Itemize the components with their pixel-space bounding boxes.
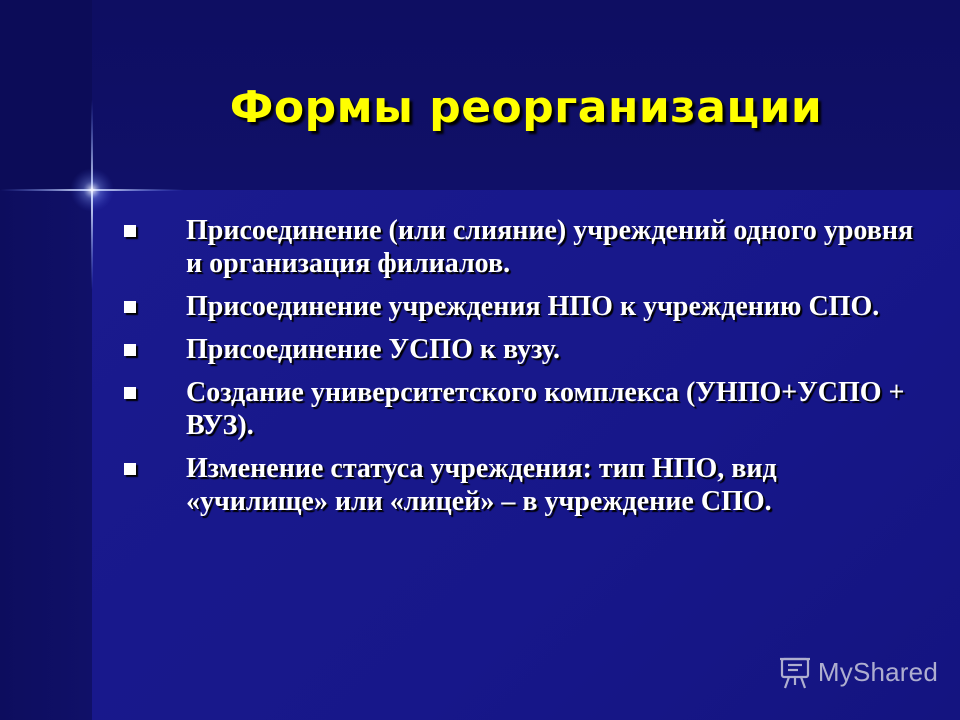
bullet-text: Присоединение (или слияние) учреждений одного уровня и организация филиалов. bbox=[186, 215, 914, 279]
square-bullet-icon bbox=[124, 301, 136, 313]
background-corner bbox=[0, 0, 92, 190]
bullet-text: Присоединение учреждения НПО к учреждению СПО. bbox=[186, 291, 880, 322]
bullet-item-2 bbox=[118, 290, 918, 323]
bullet-text: Изменение статуса учреждения: тип НПО, вид «училище» или «лицей» – в учреждение СПО. bbox=[186, 453, 777, 517]
bullet-text: Присоединение УСПО к вузу. bbox=[186, 334, 561, 365]
bullet-item-1 bbox=[118, 214, 918, 280]
bullet-text: Создание университетского комплекса (УНПО+УСПО + ВУЗ). bbox=[186, 377, 905, 441]
bullet-item-3 bbox=[118, 333, 918, 366]
square-bullet-icon bbox=[124, 225, 136, 237]
bullet-item-5 bbox=[118, 452, 918, 518]
square-bullet-icon bbox=[124, 387, 136, 399]
bullet-item-4 bbox=[118, 376, 918, 442]
square-bullet-icon bbox=[124, 463, 136, 475]
presentation-board-icon bbox=[778, 654, 812, 690]
slide-title: Формы реорганизации bbox=[229, 82, 823, 133]
bullet-list bbox=[118, 214, 918, 528]
watermark[interactable] bbox=[778, 654, 938, 690]
square-bullet-icon bbox=[124, 344, 136, 356]
watermark-text: MyShared bbox=[817, 656, 938, 687]
